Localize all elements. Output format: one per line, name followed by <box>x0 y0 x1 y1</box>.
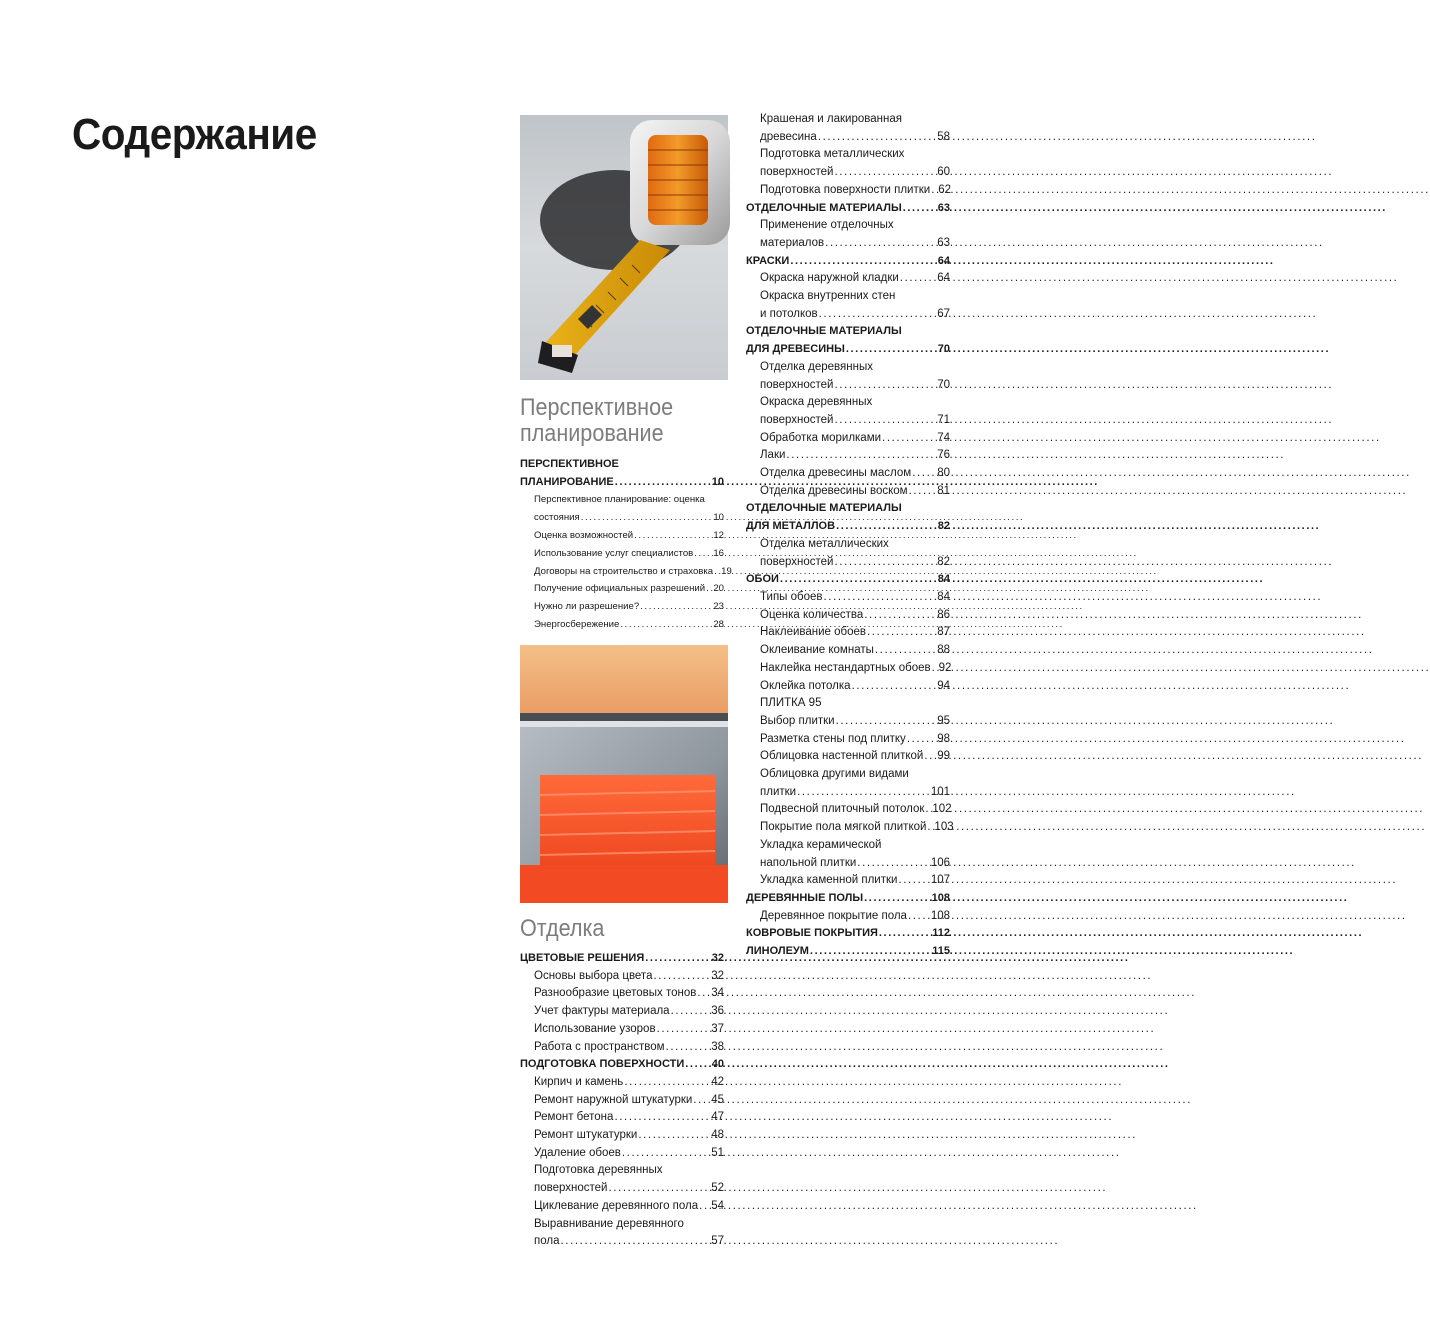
toc-entry <box>746 571 950 589</box>
toc-entry <box>746 908 950 926</box>
toc-page-number: 94 <box>937 679 950 692</box>
toc-dot-leader <box>698 1198 711 1216</box>
toc-entry-title: поверхностей <box>760 413 834 426</box>
toc-entry-title: Разнообразие цветовых тонов <box>534 987 697 1000</box>
toc-entry-title: ДЛЯ ДРЕВЕСИНЫ <box>746 343 845 356</box>
toc-dot-leader <box>902 200 938 218</box>
toc-entry-title: Выбор плитки <box>760 714 835 727</box>
toc-dot-leader <box>621 1145 711 1163</box>
toc-planning-list <box>520 456 732 634</box>
toc-entry <box>520 985 724 1003</box>
toc-entry-title: Типы обоев <box>760 590 823 603</box>
toc-entry <box>746 412 950 430</box>
toc-dot-leader <box>614 474 712 492</box>
toc-entry-title: ПОДГОТОВКА ПОВЕРХНОСТИ <box>520 1058 685 1071</box>
toc-page-number: 52 <box>711 1182 724 1195</box>
toc-entry <box>520 527 724 545</box>
toc-entry <box>746 217 950 235</box>
toc-entry-title: Окраска наружной кладки <box>760 272 899 285</box>
toc-entry <box>746 819 954 837</box>
toc-entry-title: Укладка керамической <box>760 838 882 851</box>
toc-page-number: 40 <box>711 1058 724 1071</box>
toc-page-number: 74 <box>937 431 950 444</box>
toc-page-number: 10 <box>713 512 724 524</box>
tape-measure-photo <box>520 115 728 380</box>
toc-entry <box>746 660 950 678</box>
toc-entry <box>746 748 950 766</box>
toc-dot-leader <box>693 545 713 563</box>
toc-page-number: 82 <box>937 555 950 568</box>
toc-entry-title: КОВРОВЫЕ ПОКРЫТИЯ <box>746 927 878 940</box>
toc-dot-leader <box>713 563 721 581</box>
toc-page-number: 108 <box>930 909 950 922</box>
toc-entry <box>746 288 950 306</box>
toc-entry-title: поверхностей <box>534 1182 608 1195</box>
toc-dot-leader <box>559 1233 711 1251</box>
paint-tray-image <box>520 645 728 903</box>
toc-dot-leader <box>881 430 937 448</box>
toc-dot-leader <box>851 678 938 696</box>
toc-entry-title: КРАСКИ <box>746 254 790 267</box>
toc-dot-leader <box>785 447 937 465</box>
toc-page-number: 103 <box>934 821 954 834</box>
toc-entry-title: Оклеивание комнаты <box>760 644 874 657</box>
toc-entry <box>746 164 950 182</box>
toc-entry <box>746 731 950 749</box>
toc-page-number: 70 <box>937 378 950 391</box>
toc-dot-leader <box>619 616 713 634</box>
toc-entry-title: ДЛЯ МЕТАЛЛОВ <box>746 520 836 533</box>
toc-dot-leader <box>833 377 937 395</box>
toc-entry <box>520 1092 724 1110</box>
section-heading-finishing: Отделка <box>520 915 605 942</box>
toc-entry <box>746 837 950 855</box>
toc-page-number: 19 <box>721 565 732 577</box>
toc-dot-leader <box>906 731 937 749</box>
toc-entry <box>520 950 724 968</box>
paint-tray-photo <box>520 645 728 903</box>
toc-entry-title: Лаки <box>760 449 786 462</box>
toc-dot-leader <box>607 1180 711 1198</box>
toc-entry-title: Получение официальных разрешений <box>534 583 706 595</box>
toc-dot-leader <box>835 518 938 536</box>
toc-entry-title: Крашеная и лакированная <box>760 113 902 125</box>
toc-dot-leader <box>907 908 931 926</box>
toc-dot-leader <box>823 589 938 607</box>
toc-page-number: 36 <box>711 1005 724 1018</box>
toc-entry <box>746 182 950 200</box>
toc-entry <box>746 624 950 642</box>
toc-entry <box>520 491 724 509</box>
toc-dot-leader <box>809 943 932 961</box>
toc-entry-title: Удаление обоев <box>534 1146 621 1159</box>
toc-entry <box>746 642 950 660</box>
section-heading-planning: Перспективное планирование <box>520 394 674 447</box>
toc-dot-leader <box>833 412 937 430</box>
toc-entry <box>520 563 732 581</box>
toc-entry-title: Использование услуг специалистов <box>534 547 694 559</box>
toc-entry-title: состояния <box>534 512 580 524</box>
toc-page-number: 88 <box>937 644 950 657</box>
toc-finishing-list <box>520 950 724 1251</box>
toc-dot-leader <box>899 270 937 288</box>
toc-entry-title: Нужно ли разрешение? <box>534 601 640 613</box>
toc-dot-leader <box>845 341 938 359</box>
toc-entry <box>746 111 950 129</box>
toc-entry-title: Подвесной плиточный потолок <box>760 803 925 816</box>
toc-entry <box>746 678 950 696</box>
toc-page-number: 101 <box>930 785 950 798</box>
toc-entry-title: ОТДЕЛОЧНЫЕ МАТЕРИАЛЫ <box>746 502 902 515</box>
toc-page-number: 70 <box>937 343 950 356</box>
toc-page-number: 62 <box>938 183 952 196</box>
toc-dot-leader <box>911 465 937 483</box>
toc-entry <box>520 616 724 634</box>
toc-entry <box>746 607 950 625</box>
toc-page-number: 108 <box>931 891 950 904</box>
toc-page-number: 42 <box>711 1075 724 1088</box>
toc-entry <box>746 713 950 731</box>
toc-page-number: 48 <box>711 1129 724 1142</box>
toc-entry <box>746 323 950 341</box>
toc-page-number: 32 <box>711 952 724 964</box>
toc-entry <box>746 253 950 271</box>
toc-entry <box>520 598 724 616</box>
toc-entry-title: Перспективное планирование: оценка <box>534 494 705 506</box>
toc-entry <box>746 943 950 961</box>
toc-entry <box>520 474 724 492</box>
toc-entry <box>746 465 950 483</box>
toc-dot-leader <box>696 985 711 1003</box>
toc-entry <box>746 146 950 164</box>
toc-entry <box>746 766 950 784</box>
toc-entry-title: Ремонт штукатурки <box>534 1129 638 1142</box>
toc-dot-leader <box>665 1039 712 1057</box>
toc-dot-leader <box>931 660 939 678</box>
toc-entry-title: Разметка стены под плитку <box>760 732 906 745</box>
toc-entry-title: Отделка древесины воском <box>760 484 908 497</box>
toc-page-number: 37 <box>711 1022 724 1035</box>
toc-entry <box>520 1180 724 1198</box>
toc-dot-leader <box>835 713 938 731</box>
toc-dot-leader <box>637 1127 711 1145</box>
toc-dot-leader <box>817 129 937 147</box>
toc-entry-title: плитки <box>760 785 797 798</box>
toc-dot-leader <box>684 1056 711 1074</box>
toc-page-number: 87 <box>937 626 950 639</box>
toc-entry <box>746 200 950 218</box>
toc-page-number: 80 <box>937 467 950 480</box>
toc-entry-title: пола <box>534 1235 560 1248</box>
toc-dot-leader <box>863 890 931 908</box>
toc-entry-title: Подготовка поверхности плитки <box>760 183 931 196</box>
toc-entry-title: ОТДЕЛОЧНЫЕ МАТЕРИАЛЫ <box>746 325 902 338</box>
toc-entry-title: поверхностей <box>760 166 834 179</box>
toc-entry <box>746 784 950 802</box>
toc-dot-leader <box>692 1092 711 1110</box>
toc-entry-title: Отделка металлических <box>760 537 889 550</box>
toc-page-number: 32 <box>711 969 724 982</box>
toc-entry-title: Окраска деревянных <box>760 396 873 409</box>
toc-entry-title: ДЕРЕВЯННЫЕ ПОЛЫ <box>746 891 864 904</box>
toc-dot-leader <box>856 855 931 873</box>
toc-page-number: 64 <box>937 254 950 267</box>
toc-entry-title: ОБОИ <box>746 573 779 586</box>
toc-dot-leader <box>824 235 937 253</box>
toc-dot-leader <box>863 607 937 625</box>
toc-entry-title: Обработка морилками <box>760 431 882 444</box>
toc-entry <box>520 1145 724 1163</box>
toc-page-number: 67 <box>937 307 950 320</box>
toc-entry <box>746 483 950 501</box>
toc-entry <box>746 235 950 253</box>
toc-dot-leader <box>789 253 937 271</box>
toc-entry <box>520 1162 724 1180</box>
toc-dot-leader <box>908 483 938 501</box>
toc-page-number: 51 <box>711 1146 724 1159</box>
toc-entry <box>746 359 950 377</box>
toc-entry-title: Энергосбережение <box>534 618 620 630</box>
toc-entry <box>746 430 950 448</box>
toc-dot-leader <box>897 872 930 890</box>
toc-entry-title: ЛИНОЛЕУМ <box>746 945 809 958</box>
toc-entry-title: Покрытие пола мягкой плиткой <box>760 821 927 834</box>
toc-entry-title: Деревянное покрытие пола <box>760 909 907 922</box>
toc-page-number: 10 <box>711 475 724 488</box>
toc-entry <box>520 545 724 563</box>
toc-entry-title: древесина <box>760 130 817 143</box>
toc-page-number: 63 <box>937 236 950 249</box>
toc-page-number: 38 <box>711 1040 724 1053</box>
toc-entry-title: Оценка возможностей <box>534 530 634 541</box>
toc-entry <box>520 456 724 474</box>
toc-entry-title: Основы выбора цвета <box>534 969 653 982</box>
toc-page-number: 28 <box>713 618 724 630</box>
toc-entry-title: ПЛАНИРОВАНИЕ <box>520 475 614 488</box>
toc-entry <box>520 509 724 527</box>
toc-dot-leader <box>644 950 712 968</box>
toc-page-number: 23 <box>713 601 724 613</box>
toc-entry-title: Оклейка потолка <box>760 679 851 692</box>
toc-entry-title: Наклейка нестандартных обоев <box>760 661 931 674</box>
toc-entry <box>746 129 950 147</box>
toc-page-number: 81 <box>937 484 950 497</box>
toc-dot-leader <box>923 748 937 766</box>
toc-entry-title: Подготовка металлических <box>760 148 905 161</box>
toc-dot-leader <box>652 968 711 986</box>
toc-entry-title: ЦВЕТОВЫЕ РЕШЕНИЯ <box>520 952 645 964</box>
toc-entry <box>520 1074 724 1092</box>
toc-page-number: 102 <box>932 803 952 816</box>
toc-entry-title: поверхностей <box>760 378 834 391</box>
toc-page-number: 82 <box>937 520 950 533</box>
toc-page-number: 63 <box>937 201 950 214</box>
toc-page-number: 20 <box>713 583 724 595</box>
toc-entry <box>520 1233 724 1251</box>
toc-entry <box>520 1109 724 1127</box>
toc-entry-title: Учет фактуры материала <box>534 1005 670 1018</box>
toc-entry-title: Укладка каменной плитки <box>760 874 898 887</box>
toc-page-number: 60 <box>937 166 950 179</box>
toc-page-number: 54 <box>711 1199 724 1212</box>
toc-page-number: 34 <box>711 987 724 1000</box>
toc-entry-title: ОТДЕЛОЧНЫЕ МАТЕРИАЛЫ <box>746 201 902 214</box>
toc-page-number: 12 <box>713 530 724 541</box>
toc-entry <box>746 801 950 819</box>
toc-entry-title: Окраска внутренних стен <box>760 290 896 303</box>
toc-entry <box>520 580 724 598</box>
toc-page-number: 71 <box>937 413 950 426</box>
toc-entry-title: Облицовка другими видами <box>760 768 909 781</box>
toc-dot-leader <box>796 784 931 802</box>
toc-entry <box>746 306 950 324</box>
toc-entry <box>746 536 950 554</box>
toc-entry-title: Использование узоров <box>534 1022 656 1035</box>
toc-entry <box>746 377 950 395</box>
toc-entry <box>746 925 950 943</box>
toc-page-number: 112 <box>932 927 950 940</box>
toc-entry <box>746 447 950 465</box>
toc-dot-leader <box>656 1021 712 1039</box>
toc-dot-leader <box>580 509 714 527</box>
toc-dot-leader <box>930 182 938 200</box>
toc-entry-title: Отделка древесины маслом <box>760 467 912 480</box>
toc-page-number: 64 <box>937 272 950 285</box>
toc-entry <box>746 855 950 873</box>
toc-entry <box>520 1056 724 1074</box>
toc-entry <box>746 872 950 890</box>
toc-dot-leader <box>866 624 937 642</box>
toc-page-number: 76 <box>937 449 950 462</box>
tape-measure-image <box>520 115 728 380</box>
toc-dot-leader <box>639 598 713 616</box>
toc-entry-title: ПЛИТКА 95 <box>760 697 822 710</box>
toc-page-number: 99 <box>937 750 950 763</box>
toc-entry <box>746 554 950 572</box>
toc-entry-title: ПЕРСПЕКТИВНОЕ <box>520 458 619 470</box>
toc-dot-leader <box>926 819 934 837</box>
toc-entry-title: Применение отделочных <box>760 219 894 232</box>
toc-dot-leader <box>633 527 713 545</box>
toc-entry <box>746 695 950 713</box>
toc-dot-leader <box>924 801 932 819</box>
toc-entry-title: напольной плитки <box>760 856 857 869</box>
toc-dot-leader <box>878 925 932 943</box>
toc-entry-title: Договоры на строительство и страховка <box>534 565 714 577</box>
toc-entry <box>746 890 950 908</box>
toc-entry <box>520 968 724 986</box>
toc-page-number: 45 <box>711 1093 724 1106</box>
toc-dot-leader <box>833 554 937 572</box>
toc-entry <box>746 500 950 518</box>
toc-entry <box>746 394 950 412</box>
toc-dot-leader <box>833 164 937 182</box>
toc-dot-leader <box>779 571 938 589</box>
toc-entry <box>746 518 950 536</box>
toc-entry-title: и потолков <box>760 307 818 320</box>
toc-entry-title: Отделка деревянных <box>760 360 873 373</box>
toc-entry-title: Ремонт наружной штукатурки <box>534 1093 693 1106</box>
toc-entry-title: Ремонт бетона <box>534 1111 614 1124</box>
toc-entry-title: Наклеивание обоев <box>760 626 867 639</box>
toc-page-number: 58 <box>937 130 950 143</box>
toc-dot-leader <box>670 1003 712 1021</box>
toc-page-number: 92 <box>938 661 952 674</box>
toc-entry <box>520 1198 724 1216</box>
toc-entry-title: Облицовка настенной плиткой <box>760 750 924 763</box>
toc-entry-title: материалов <box>760 236 825 249</box>
page-title: Содержание <box>72 110 317 159</box>
toc-entry <box>746 270 950 288</box>
toc-entry-title: Работа с пространством <box>534 1040 665 1053</box>
toc-page-number: 57 <box>711 1235 724 1248</box>
toc-dot-leader <box>613 1109 711 1127</box>
toc-entry-title: Циклевание деревянного пола <box>534 1199 699 1212</box>
toc-entry <box>520 1216 724 1234</box>
toc-dot-leader <box>874 642 937 660</box>
toc-page-number: 95 <box>937 714 950 727</box>
toc-dot-leader <box>623 1074 711 1092</box>
toc-entry-title: Кирпич и камень <box>534 1075 624 1088</box>
toc-page-number: 107 <box>930 874 950 887</box>
toc-page-number: 98 <box>937 732 950 745</box>
toc-entry-title: Выравнивание деревянного <box>534 1217 684 1230</box>
toc-entry-title: поверхностей <box>760 555 834 568</box>
toc-page-number: 16 <box>713 547 724 559</box>
toc-dot-leader <box>705 580 713 598</box>
toc-entry <box>520 1039 724 1057</box>
toc-entry-title: Подготовка деревянных <box>534 1164 663 1177</box>
toc-page-number: 106 <box>930 856 950 869</box>
toc-page-number: 84 <box>937 573 950 586</box>
toc-entry-title: Оценка количества <box>760 608 864 621</box>
toc-page-number: 84 <box>937 590 950 603</box>
toc-entry <box>520 1127 724 1145</box>
toc-dot-leader <box>818 306 938 324</box>
toc-finishing-continued-list <box>746 111 954 961</box>
toc-entry <box>520 1021 724 1039</box>
toc-page-number: 47 <box>711 1111 724 1124</box>
toc-page-number: 115 <box>932 945 950 958</box>
toc-entry <box>520 1003 724 1021</box>
toc-entry <box>746 589 950 607</box>
toc-page-number: 86 <box>937 608 950 621</box>
toc-entry <box>746 341 950 359</box>
